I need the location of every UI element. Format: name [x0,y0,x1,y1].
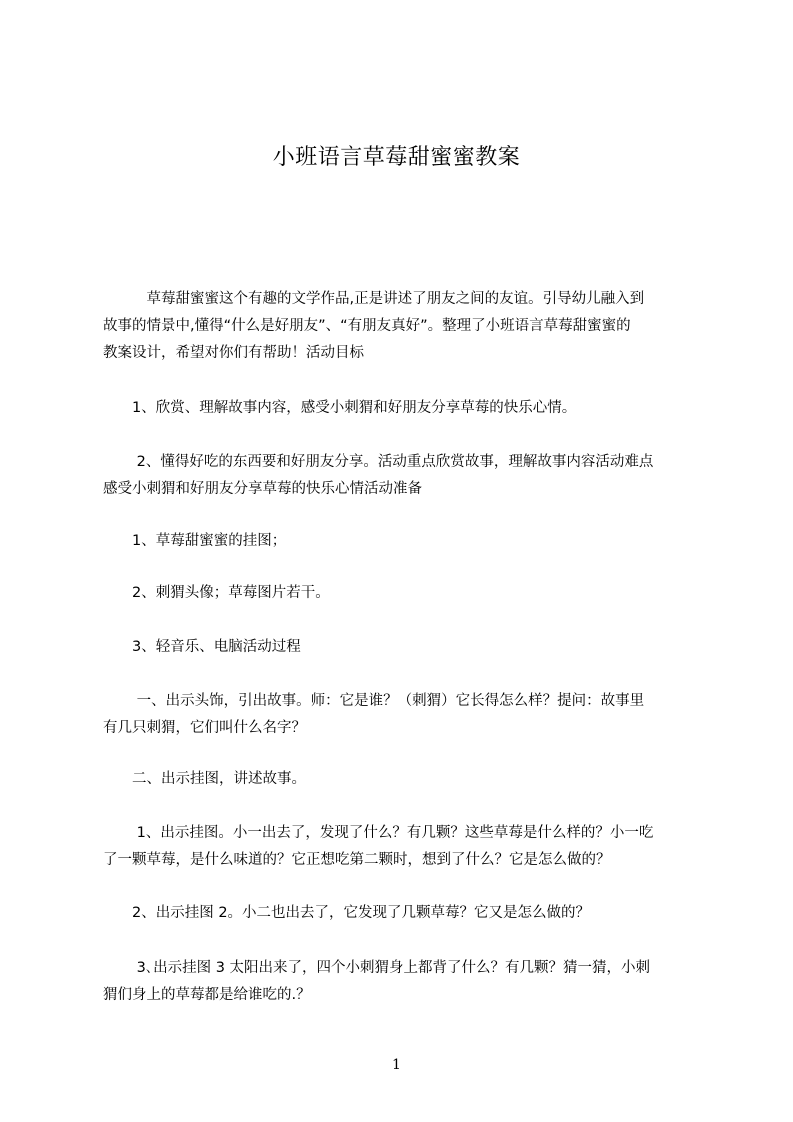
paragraph-step-1 [103,820,703,874]
paragraph-goal-1 [103,395,703,422]
text-line: 草莓甜蜜蜜这个有趣的文学作品,正是讲述了朋友之间的友谊。引导幼儿融入到 [103,291,645,307]
page-number: 1 [392,1057,401,1073]
paragraph-prep-3 [103,634,703,661]
paragraph-prep-1 [103,528,703,555]
text-line: 3､出示挂图 3 太阳出来了，四个小刺猬身上都背了什么？有几颗？猜一猜，小刺 [103,960,651,976]
text-line: 2、刺猬头像；草莓图片若干。 [103,585,330,601]
text-line: 教案设计，希望对你们有帮助！活动目标 [103,345,364,361]
paragraph-goal-2 [103,449,703,503]
text-line: 猬们身上的草莓都是给谁吃的.？ [103,987,311,1003]
text-line: 二、出示挂图，讲述故事。 [103,771,306,787]
paragraph-prep-2 [103,580,703,607]
text-line: 有几只刺猬，它们叫什么名字？ [103,720,306,736]
text-line: 故事的情景中,懂得“什么是好朋友”、“有朋友真好”。整理了小班语言草莓甜蜜蜜的 [103,318,631,334]
paragraph-step-2 [103,900,703,927]
document-title: 小班语言草莓甜蜜蜜教案 [272,145,521,170]
text-line: 2、懂得好吃的东西要和好朋友分享。活动重点欣赏故事，理解故事内容活动难点 [103,454,654,470]
paragraph-intro [103,286,703,367]
text-line: 1、出示挂图。小一出去了，发现了什么？有几颗？这些草莓是什么样的？小一吃 [103,825,654,841]
text-line: 3、轻音乐、电脑活动过程 [103,639,301,655]
text-line: 1、欣赏、理解故事内容，感受小刺猬和好朋友分享草莓的快乐心情。 [103,400,577,416]
text-line: 2、出示挂图 2。小二也出去了，它发现了几颗草莓？它又是怎么做的？ [103,905,591,921]
paragraph-process-2 [103,766,703,793]
text-line: 感受小刺猬和好朋友分享草莓的快乐心情活动准备 [103,481,422,497]
text-line: 1、草莓甜蜜蜜的挂图； [103,533,287,549]
text-line: 一、出示头饰，引出故事。师：它是谁？（刺猬）它长得怎么样？提问：故事里 [103,693,645,709]
paragraph-step-3 [103,955,703,1009]
paragraph-process-1 [103,688,703,742]
text-line: 了一颗草莓，是什么味道的？它正想吃第二颗时，想到了什么？它是怎么做的？ [103,852,611,868]
